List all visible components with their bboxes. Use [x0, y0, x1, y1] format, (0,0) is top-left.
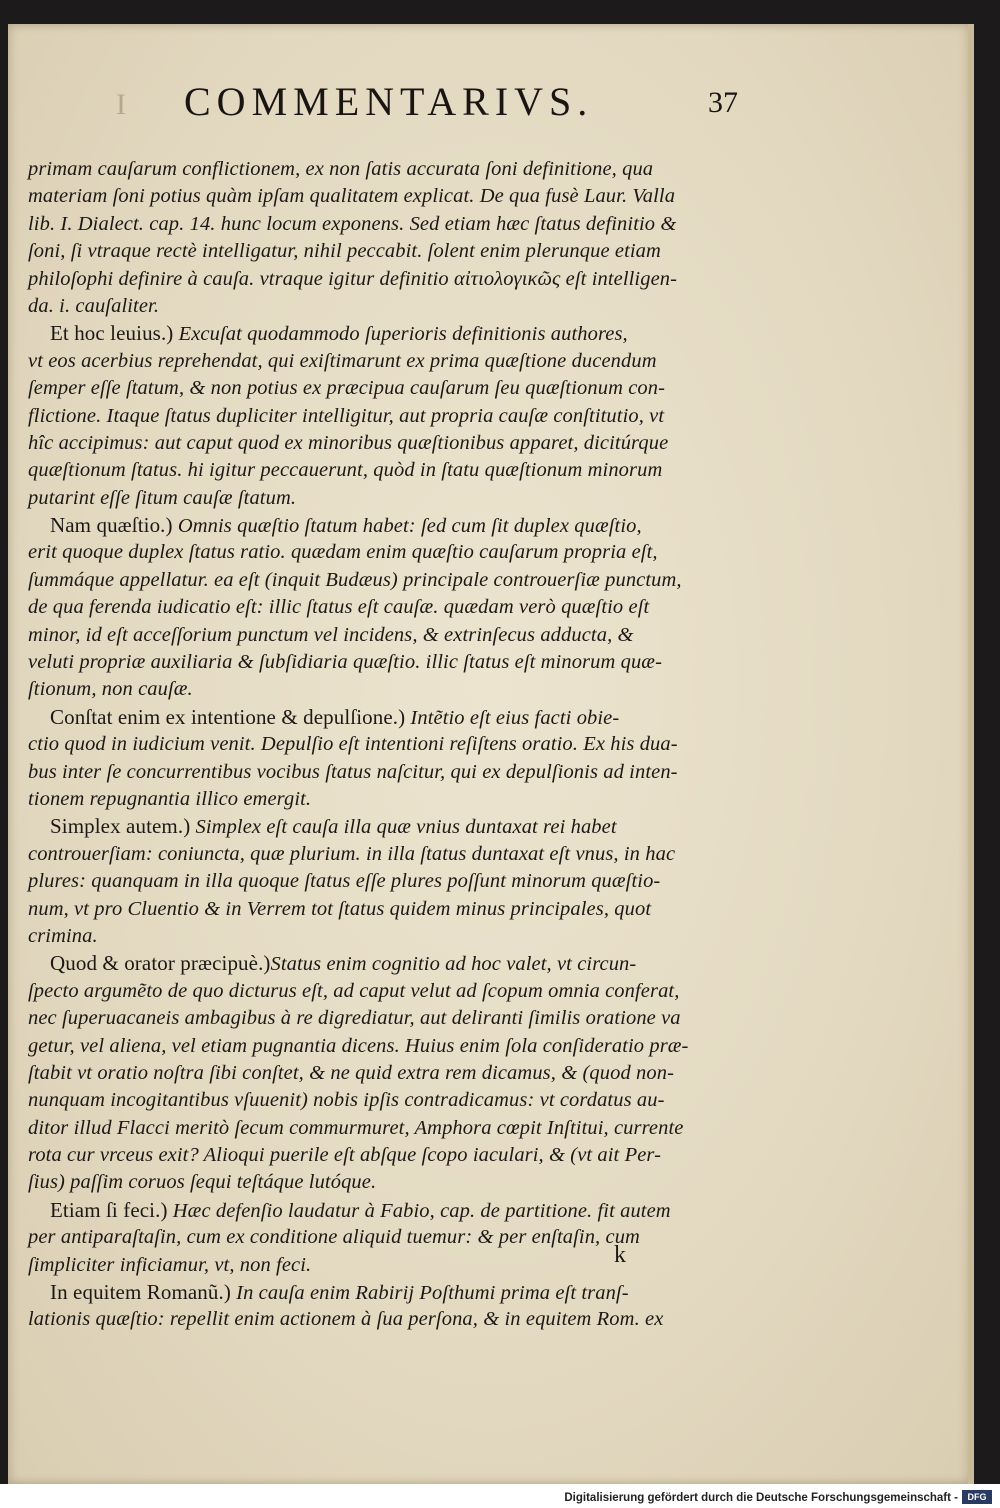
- line-text: ſemper eſſe ſtatum, & non potius ex præcipua cauſarum ſeu quæſtionum con-: [28, 377, 666, 400]
- line-text: Omnis quæſtio ſtatum habet: ſed cum ſit duplex quæſtio,: [172, 515, 642, 538]
- line-text: num, vt pro Cluentio & in Verrem tot ſtatus quidem minus principales, quot: [28, 897, 652, 920]
- text-line: [28, 950, 738, 977]
- text-line: [28, 1060, 738, 1087]
- line-text: controuerſiam: coniuncta, quæ plurium. in illa ſtatus duntaxat eſt vnus, in hac: [28, 842, 676, 865]
- line-text: ſummáque appellatur. ea eſt (inquit Budæus) principale controuerſiæ punctum,: [28, 568, 682, 591]
- text-line: [28, 1197, 738, 1224]
- text-line: [28, 1224, 738, 1251]
- text-line: [28, 539, 738, 566]
- dfg-logo-icon: DFG: [962, 1490, 992, 1504]
- text-line: [28, 1033, 738, 1060]
- line-text: ſpecto argumẽto de quo dicturus eſt, ad caput velut ad ſcopum omnia conferat,: [28, 979, 680, 1002]
- text-line: [28, 567, 738, 594]
- text-line: [28, 622, 738, 649]
- text-line: [28, 1005, 738, 1032]
- text-line: [28, 293, 738, 320]
- lemma-heading: Quod & orator præcipuè.): [50, 951, 271, 976]
- line-text: per antiparaſtaſin, cum ex conditione aliquid tuemur: & per enſtaſin, cum: [28, 1226, 640, 1249]
- text-line: [28, 759, 738, 786]
- line-text: plures: quanquam in illa quoque ſtatus eſſe plures poſſunt minorum quæſtio-: [28, 870, 661, 893]
- text-line: [28, 594, 738, 621]
- text-line: [28, 978, 738, 1005]
- line-text: tionem repugnantia illico emergit.: [28, 787, 312, 810]
- line-text: hîc accipimus: aut caput quod ex minoribus quæſtionibus apparet, dicitúrque: [28, 431, 669, 454]
- page-number: 37: [708, 86, 738, 119]
- line-text: da. i. cauſaliter.: [28, 294, 160, 317]
- line-text: rota cur vrceus exit? Alioqui puerile eſt abſque ſcopo iaculari, & (vt ait Per-: [28, 1144, 661, 1167]
- text-line: [28, 512, 738, 539]
- line-text: ſimpliciter inficiamur, vt, non feci.: [28, 1253, 312, 1276]
- line-text: veluti propriæ auxiliaria & ſubſidiaria quæſtio. illic ſtatus eſt minorum quæ-: [28, 651, 663, 674]
- line-text: vt eos acerbius reprehendat, qui exiſtimarunt ex prima quæſtione ducendum: [28, 349, 657, 372]
- line-text: nec ſuperuacaneis ambagibus à re digrediatur, aut deliranti ſimilis oratione va: [28, 1007, 681, 1030]
- line-text: putarint eſſe ſitum cauſæ ſtatum.: [28, 486, 297, 509]
- lemma-heading: Etiam ſi feci.): [50, 1197, 168, 1222]
- line-text: erit quoque duplex ſtatus ratio. quædam enim quæſtio cauſarum propria eſt,: [28, 541, 658, 564]
- text-line: [28, 1115, 738, 1142]
- text-line: [28, 786, 738, 813]
- text-line: [28, 896, 738, 923]
- text-line: [28, 156, 738, 183]
- text-line: [28, 1142, 738, 1169]
- line-text: lib. I. Dialect. cap. 14. hunc locum exponens. Sed etiam hæc ſtatus definitio &: [28, 212, 677, 235]
- page-edge: [968, 24, 974, 1484]
- line-text: lationis quæſtio: repellit enim actionem à ſua perſona, & in equitem Rom. ex: [28, 1308, 664, 1331]
- line-text: de qua ferenda iudicatio eſt: illic ſtatus eſt cauſæ. quædam verò quæſtio eſt: [28, 596, 650, 619]
- text-line: [28, 375, 738, 402]
- line-text: ſtabit vt oratio noſtra ſibi conſtet, & ne quid extra rem dicamus, & (quod non-: [28, 1061, 674, 1084]
- running-title: COMMENTARIVS.: [184, 79, 594, 124]
- lemma-heading: Conſtat enim ex intentione & depulſione.): [50, 704, 406, 729]
- line-text: ſoni, ſi vtraque rectè intelligatur, nihil peccabit. ſolent enim plerunque etiam: [28, 240, 661, 263]
- line-text: ſtionum, non cauſæ.: [28, 678, 193, 701]
- text-line: [28, 211, 738, 238]
- signature-mark: k: [614, 1242, 626, 1268]
- text-line: [28, 841, 738, 868]
- line-text: materiam ſoni potius quàm ipſam qualitatem explicat. De qua fusè Laur. Valla: [28, 185, 676, 208]
- lemma-heading: Et hoc leuius.): [50, 321, 174, 346]
- text-line: [28, 676, 738, 703]
- line-text: In cauſa enim Rabirij Poſthumi prima eſt tranſ-: [230, 1282, 629, 1305]
- line-text: primam cauſarum conflictionem, ex non ſatis accurata ſoni definitione, qua: [28, 158, 654, 180]
- text-line: [28, 1252, 738, 1279]
- text-line: [28, 1169, 738, 1196]
- funding-credit: Digitalisierung gefördert durch die Deutsche Forschungsgemeinschaft -: [564, 1492, 958, 1504]
- bleed-through-text: I: [116, 88, 130, 121]
- lemma-heading: Nam quæſtio.): [50, 513, 173, 538]
- line-text: bus inter ſe concurrentibus vocibus ſtatus naſcitur, qui ex depulſionis ad inten-: [28, 760, 678, 783]
- text-line: [28, 868, 738, 895]
- lemma-heading: In equitem Romanũ.): [50, 1280, 231, 1305]
- line-text: Excuſat quodammodo ſuperioris definitionis authores,: [173, 323, 628, 346]
- text-line: [28, 183, 738, 210]
- body-text: [28, 156, 738, 1334]
- line-text: nunquam incogitantibus vſuuenit) nobis ipſis contradicamus: vt cordatus au-: [28, 1089, 665, 1112]
- line-text: philoſophi definire à cauſa. vtraque igitur definitio αἰτιολογικῶς eſt intelligen-: [28, 267, 678, 290]
- line-text: ditor illud Flacci meritò ſecum commurmuret, Amphora cœpit Inſtitui, currente: [28, 1116, 684, 1139]
- line-text: ſius) paſſim coruos ſequi teſtáque lutóque.: [28, 1171, 377, 1194]
- line-text: quæſtionum ſtatus. hi igitur peccauerunt, quòd in ſtatu quæſtionum minorum: [28, 459, 663, 482]
- line-text: minor, id eſt acceſſorium punctum vel incidens, & extrinſecus adducta, &: [28, 623, 634, 646]
- text-line: [28, 813, 738, 840]
- page-header: [8, 78, 974, 148]
- text-line: [28, 403, 738, 430]
- text-line: [28, 923, 738, 950]
- text-line: [28, 320, 738, 347]
- text-line: [28, 704, 738, 731]
- text-line: [28, 430, 738, 457]
- text-line: [28, 1306, 738, 1333]
- text-line: [28, 238, 738, 265]
- line-text: Simplex eſt cauſa illa quæ vnius duntaxat rei habet: [190, 816, 617, 839]
- text-line: [28, 649, 738, 676]
- line-text: Hæc defenſio laudatur à Fabio, cap. de partitione. fit autem: [167, 1199, 671, 1222]
- book-page: [8, 24, 974, 1484]
- footer-bar: [0, 1484, 1000, 1508]
- line-text: flictione. Itaque ſtatus dupliciter intelligitur, aut propria cauſæ conſtitutio, vt: [28, 404, 665, 427]
- text-line: [28, 1279, 738, 1306]
- line-text: getur, vel aliena, vel etiam pugnantia dicens. Huius enim ſola conſideratio præ-: [28, 1034, 689, 1057]
- line-text: ctio quod in iudicium venit. Depulſio eſt intentioni reſiſtens oratio. Ex his dua-: [28, 733, 678, 756]
- text-line: [28, 266, 738, 293]
- text-line: [28, 457, 738, 484]
- lemma-heading: Simplex autem.): [50, 814, 191, 839]
- text-line: [28, 348, 738, 375]
- line-text: Intẽtio eſt eius facti obie-: [405, 706, 620, 729]
- text-line: [28, 731, 738, 758]
- line-text: Status enim cognitio ad hoc valet, vt circun-: [270, 953, 637, 976]
- line-text: crimina.: [28, 924, 98, 947]
- text-line: [28, 1087, 738, 1114]
- text-line: [28, 485, 738, 512]
